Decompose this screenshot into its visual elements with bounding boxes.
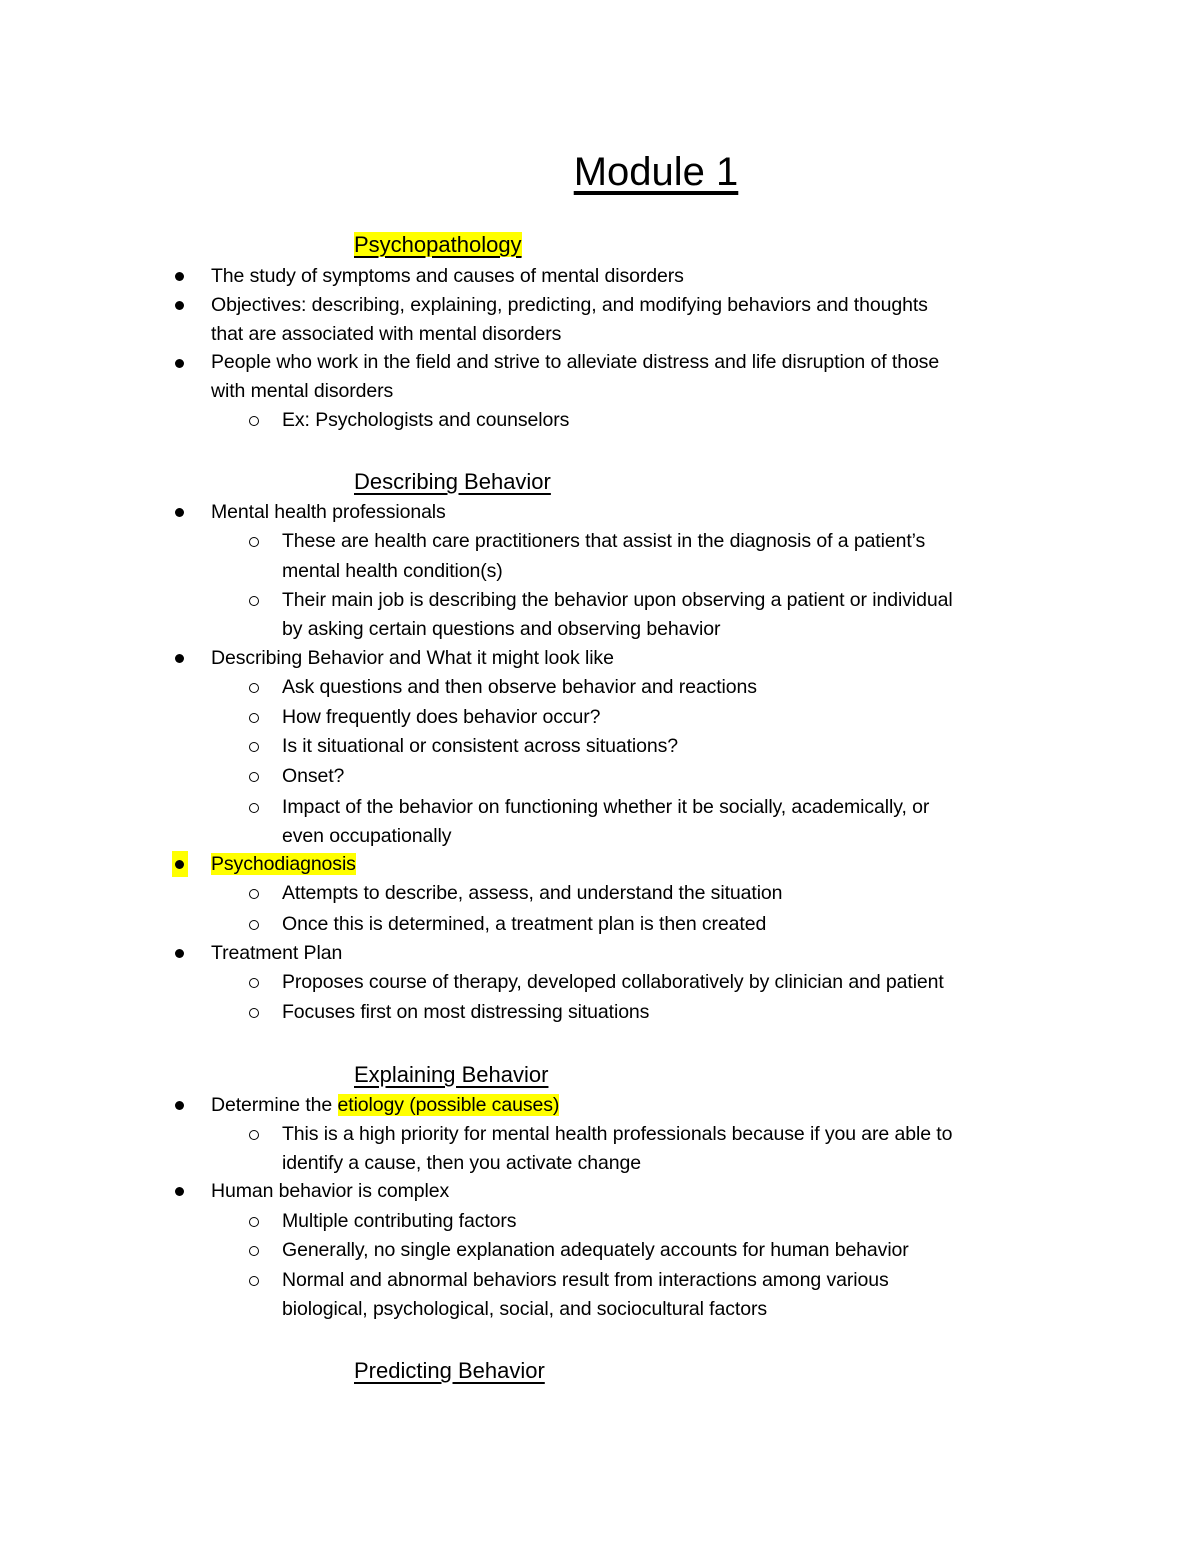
bullet-icon — [175, 301, 184, 310]
sub-list-item: Focuses first on most distressing situations — [282, 1001, 650, 1023]
list-item: Describing Behavior and What it might look like — [211, 647, 614, 669]
sub-list-item-continuation: biological, psychological, social, and sociocultural factors — [282, 1298, 768, 1320]
sub-bullet-icon — [249, 889, 259, 899]
bullet-icon — [175, 654, 184, 663]
sub-list-item: Multiple contributing factors — [282, 1210, 517, 1232]
bullet-icon — [175, 508, 184, 517]
section-heading-describing: Describing Behavior — [354, 469, 551, 494]
bullet-icon — [175, 359, 184, 368]
sub-bullet-icon — [249, 683, 259, 693]
sub-bullet-icon — [249, 713, 259, 723]
section-heading-explaining: Explaining Behavior — [354, 1062, 549, 1087]
sub-bullet-icon — [249, 920, 259, 930]
sub-list-item-continuation: identify a cause, then you activate change — [282, 1152, 641, 1174]
sub-bullet-icon — [249, 596, 259, 606]
sub-list-item-continuation: even occupationally — [282, 825, 452, 847]
sub-list-item: Onset? — [282, 765, 345, 787]
sub-bullet-icon — [249, 803, 259, 813]
list-item-highlighted — [211, 850, 356, 879]
bullet-icon — [175, 1101, 184, 1110]
highlighted-text: etiology (possible causes) — [337, 1094, 560, 1116]
bullet-icon — [175, 860, 184, 869]
sub-list-item-continuation: by asking certain questions and observing behavior — [282, 618, 721, 640]
sub-list-item: Generally, no single explanation adequately accounts for human behavior — [282, 1239, 909, 1261]
sub-list-item: Their main job is describing the behavior upon observing a patient or individual — [282, 589, 953, 611]
sub-bullet-icon — [249, 742, 259, 752]
sub-bullet-icon — [249, 537, 259, 547]
sub-bullet-icon — [249, 1276, 259, 1286]
list-item: Mental health professionals — [211, 501, 446, 523]
list-item-text: Determine the — [211, 1094, 338, 1116]
list-item-continuation: with mental disorders — [211, 380, 394, 402]
sub-list-item-continuation: mental health condition(s) — [282, 560, 503, 582]
list-item: People who work in the field and strive to alleviate distress and life disruption of those — [211, 351, 940, 373]
sub-bullet-icon — [249, 978, 259, 988]
sub-bullet-icon — [249, 1217, 259, 1227]
page-title: Module 1 — [573, 150, 739, 194]
section-heading-predicting: Predicting Behavior — [354, 1358, 545, 1383]
sub-list-item: Normal and abnormal behaviors result from interactions among various — [282, 1269, 889, 1291]
sub-bullet-icon — [249, 772, 259, 782]
list-item-continuation: that are associated with mental disorders — [211, 323, 562, 345]
sub-bullet-icon — [249, 1008, 259, 1018]
heading-highlight: Psychopathology — [354, 232, 522, 257]
sub-list-item: This is a high priority for mental health professionals because if you are able to — [282, 1123, 953, 1145]
sub-list-item: Ex: Psychologists and counselors — [282, 409, 570, 431]
sub-list-item: Proposes course of therapy, developed collaboratively by clinician and patient — [282, 971, 944, 993]
sub-list-item: Is it situational or consistent across situations? — [282, 735, 679, 757]
list-item — [211, 1091, 559, 1120]
bullet-icon — [175, 949, 184, 958]
sub-list-item: These are health care practitioners that assist in the diagnosis of a patient’s — [282, 530, 926, 552]
sub-list-item: Once this is determined, a treatment plan is then created — [282, 913, 767, 935]
sub-bullet-icon — [249, 416, 259, 426]
sub-bullet-icon — [249, 1130, 259, 1140]
sub-list-item: Impact of the behavior on functioning whether it be socially, academically, or — [282, 796, 930, 818]
sub-list-item: Ask questions and then observe behavior and reactions — [282, 676, 757, 698]
bullet-icon — [175, 1187, 184, 1196]
section-heading-psychopathology — [354, 230, 522, 260]
list-item: Human behavior is complex — [211, 1180, 450, 1202]
sub-list-item: How frequently does behavior occur? — [282, 706, 601, 728]
sub-bullet-icon — [249, 1246, 259, 1256]
list-item: The study of symptoms and causes of mental disorders — [211, 265, 684, 287]
sub-list-item: Attempts to describe, assess, and understand the situation — [282, 882, 783, 904]
bullet-icon — [175, 272, 184, 281]
list-item: Objectives: describing, explaining, predicting, and modifying behaviors and thoughts — [211, 294, 928, 316]
list-item: Treatment Plan — [211, 942, 343, 964]
highlighted-text: Psychodiagnosis — [211, 853, 356, 875]
